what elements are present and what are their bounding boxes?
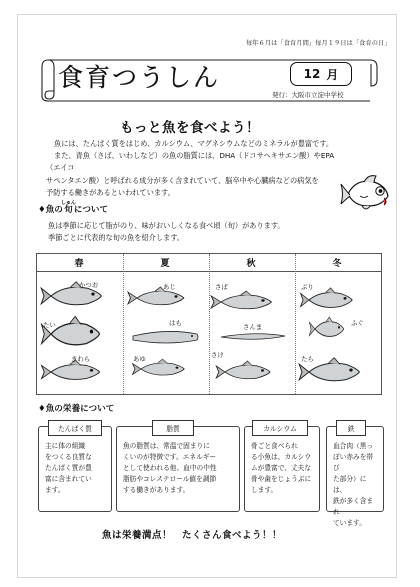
newsletter-title: 食育つうしん bbox=[58, 63, 221, 92]
fish-illustrations bbox=[37, 254, 381, 394]
header-spring: 春 bbox=[37, 254, 123, 272]
header-autumn: 秋 bbox=[209, 254, 295, 272]
title-kanji: 旬 bbox=[60, 205, 76, 215]
headline: もっと魚を食べよう！ bbox=[120, 120, 260, 136]
card-line: ています。 bbox=[333, 519, 366, 527]
fish-label-fugu: ふぐ bbox=[351, 319, 364, 327]
card-fat bbox=[116, 426, 240, 512]
card-line: 脂肪やコレステロール値を調節 bbox=[123, 475, 217, 483]
fish-label-sanma: さんま bbox=[243, 323, 263, 331]
title-ruby: しゅん bbox=[60, 200, 76, 206]
card-protein bbox=[38, 426, 112, 512]
card-line: をつくる良質な bbox=[45, 453, 92, 461]
month-badge bbox=[290, 62, 352, 86]
fish-label-saba: さば bbox=[215, 283, 228, 291]
card-line: ます。 bbox=[45, 486, 65, 494]
intro-line: 予防する働きがあるといわれています。 bbox=[46, 187, 175, 197]
shun-line: 魚は季節に応じて脂がのり、味がおいしくなる食べ頃（旬）があります。 bbox=[48, 221, 285, 230]
shun-line: 季節ごとに代表的な旬の魚を紹介します。 bbox=[48, 233, 184, 242]
card-line: ぽい赤みを帯び bbox=[333, 453, 374, 472]
title-suffix: について bbox=[73, 205, 109, 215]
card-line: 富に含まれてい bbox=[45, 475, 92, 483]
fish-label-ayu: あゆ bbox=[133, 355, 146, 363]
card-line: くいのが特徴です。エネルギー bbox=[123, 453, 217, 461]
card-line: 鉄が多く含まれ bbox=[333, 497, 374, 516]
intro-line: サペンタエン酸）と呼ばれる成分が多く含まれていて、脳卒中や心臓病などの病気を bbox=[46, 175, 319, 185]
nutrition-section-title: ♦魚の栄養について bbox=[38, 404, 115, 414]
card-line: 魚の脂質は、常温で固まりに bbox=[123, 442, 210, 450]
card-line: たんぱく質が豊 bbox=[45, 464, 92, 472]
card-line: 血合肉（黒っ bbox=[333, 442, 374, 450]
card-calcium bbox=[244, 426, 320, 512]
fish-label-tara: たら bbox=[301, 355, 314, 363]
top-note: 毎年６月は「食育月間」毎月１９日は「食育の日」 bbox=[246, 40, 391, 47]
card-label-fat: 脂質 bbox=[152, 420, 194, 436]
fish-label-sake: さけ bbox=[211, 351, 224, 359]
fish-label-hamo: はも bbox=[169, 319, 182, 327]
card-line: 主に体の組織 bbox=[45, 442, 86, 450]
fish-label-katsuo: かつお bbox=[79, 281, 99, 289]
bottom-slogan: 魚は栄養満点！ たくさん食べよう！！ bbox=[102, 530, 283, 541]
card-line: た部分）には、 bbox=[333, 475, 367, 494]
card-line: として使われる他、血中の中性 bbox=[123, 464, 217, 472]
month-unit: 月 bbox=[326, 67, 339, 82]
card-label-calcium: カルシウム bbox=[252, 420, 308, 436]
header-winter: 冬 bbox=[295, 254, 381, 272]
card-line: する働きがあります。 bbox=[123, 486, 190, 494]
card-label-iron: 鉄 bbox=[336, 420, 366, 436]
fish-label-kiwara: きわら bbox=[71, 355, 91, 363]
shun-description bbox=[48, 220, 348, 244]
card-line: る小魚は、カルシウ bbox=[251, 453, 312, 461]
card-line: 骨や歯をじょうぶに bbox=[251, 475, 312, 483]
title-prefix: ♦魚の bbox=[38, 205, 63, 215]
card-line: 骨ごと食べられ bbox=[251, 442, 298, 450]
intro-line: また、青魚（さば、いわしなど）の魚の脂質には、DHA（ドコサヘキサエン酸）やEPA（エイコ bbox=[46, 151, 335, 173]
header-summer: 夏 bbox=[123, 254, 209, 272]
intro-line: 魚には、たんぱく質をはじめ、カルシウム、マグネシウムなどのミネラルが豊富です。 bbox=[54, 139, 334, 148]
intro-text bbox=[46, 138, 346, 199]
shun-kanji bbox=[60, 200, 76, 215]
card-label-protein: たんぱく質 bbox=[48, 420, 102, 436]
mascot-fish-illustration bbox=[340, 172, 394, 216]
card-line: ムが豊富で、丈夫な bbox=[251, 464, 312, 472]
shun-section-title bbox=[38, 200, 108, 215]
month-number: 12 bbox=[303, 67, 321, 81]
fish-label-tai: たい bbox=[43, 321, 56, 329]
fish-label-aji: あじ bbox=[163, 283, 176, 291]
card-line: します。 bbox=[251, 486, 278, 494]
issuer: 発行：大阪市立淀中学校 bbox=[272, 91, 344, 99]
fish-label-buri: ぶり bbox=[301, 283, 314, 291]
season-fish-table bbox=[36, 253, 382, 395]
card-iron bbox=[326, 426, 384, 527]
